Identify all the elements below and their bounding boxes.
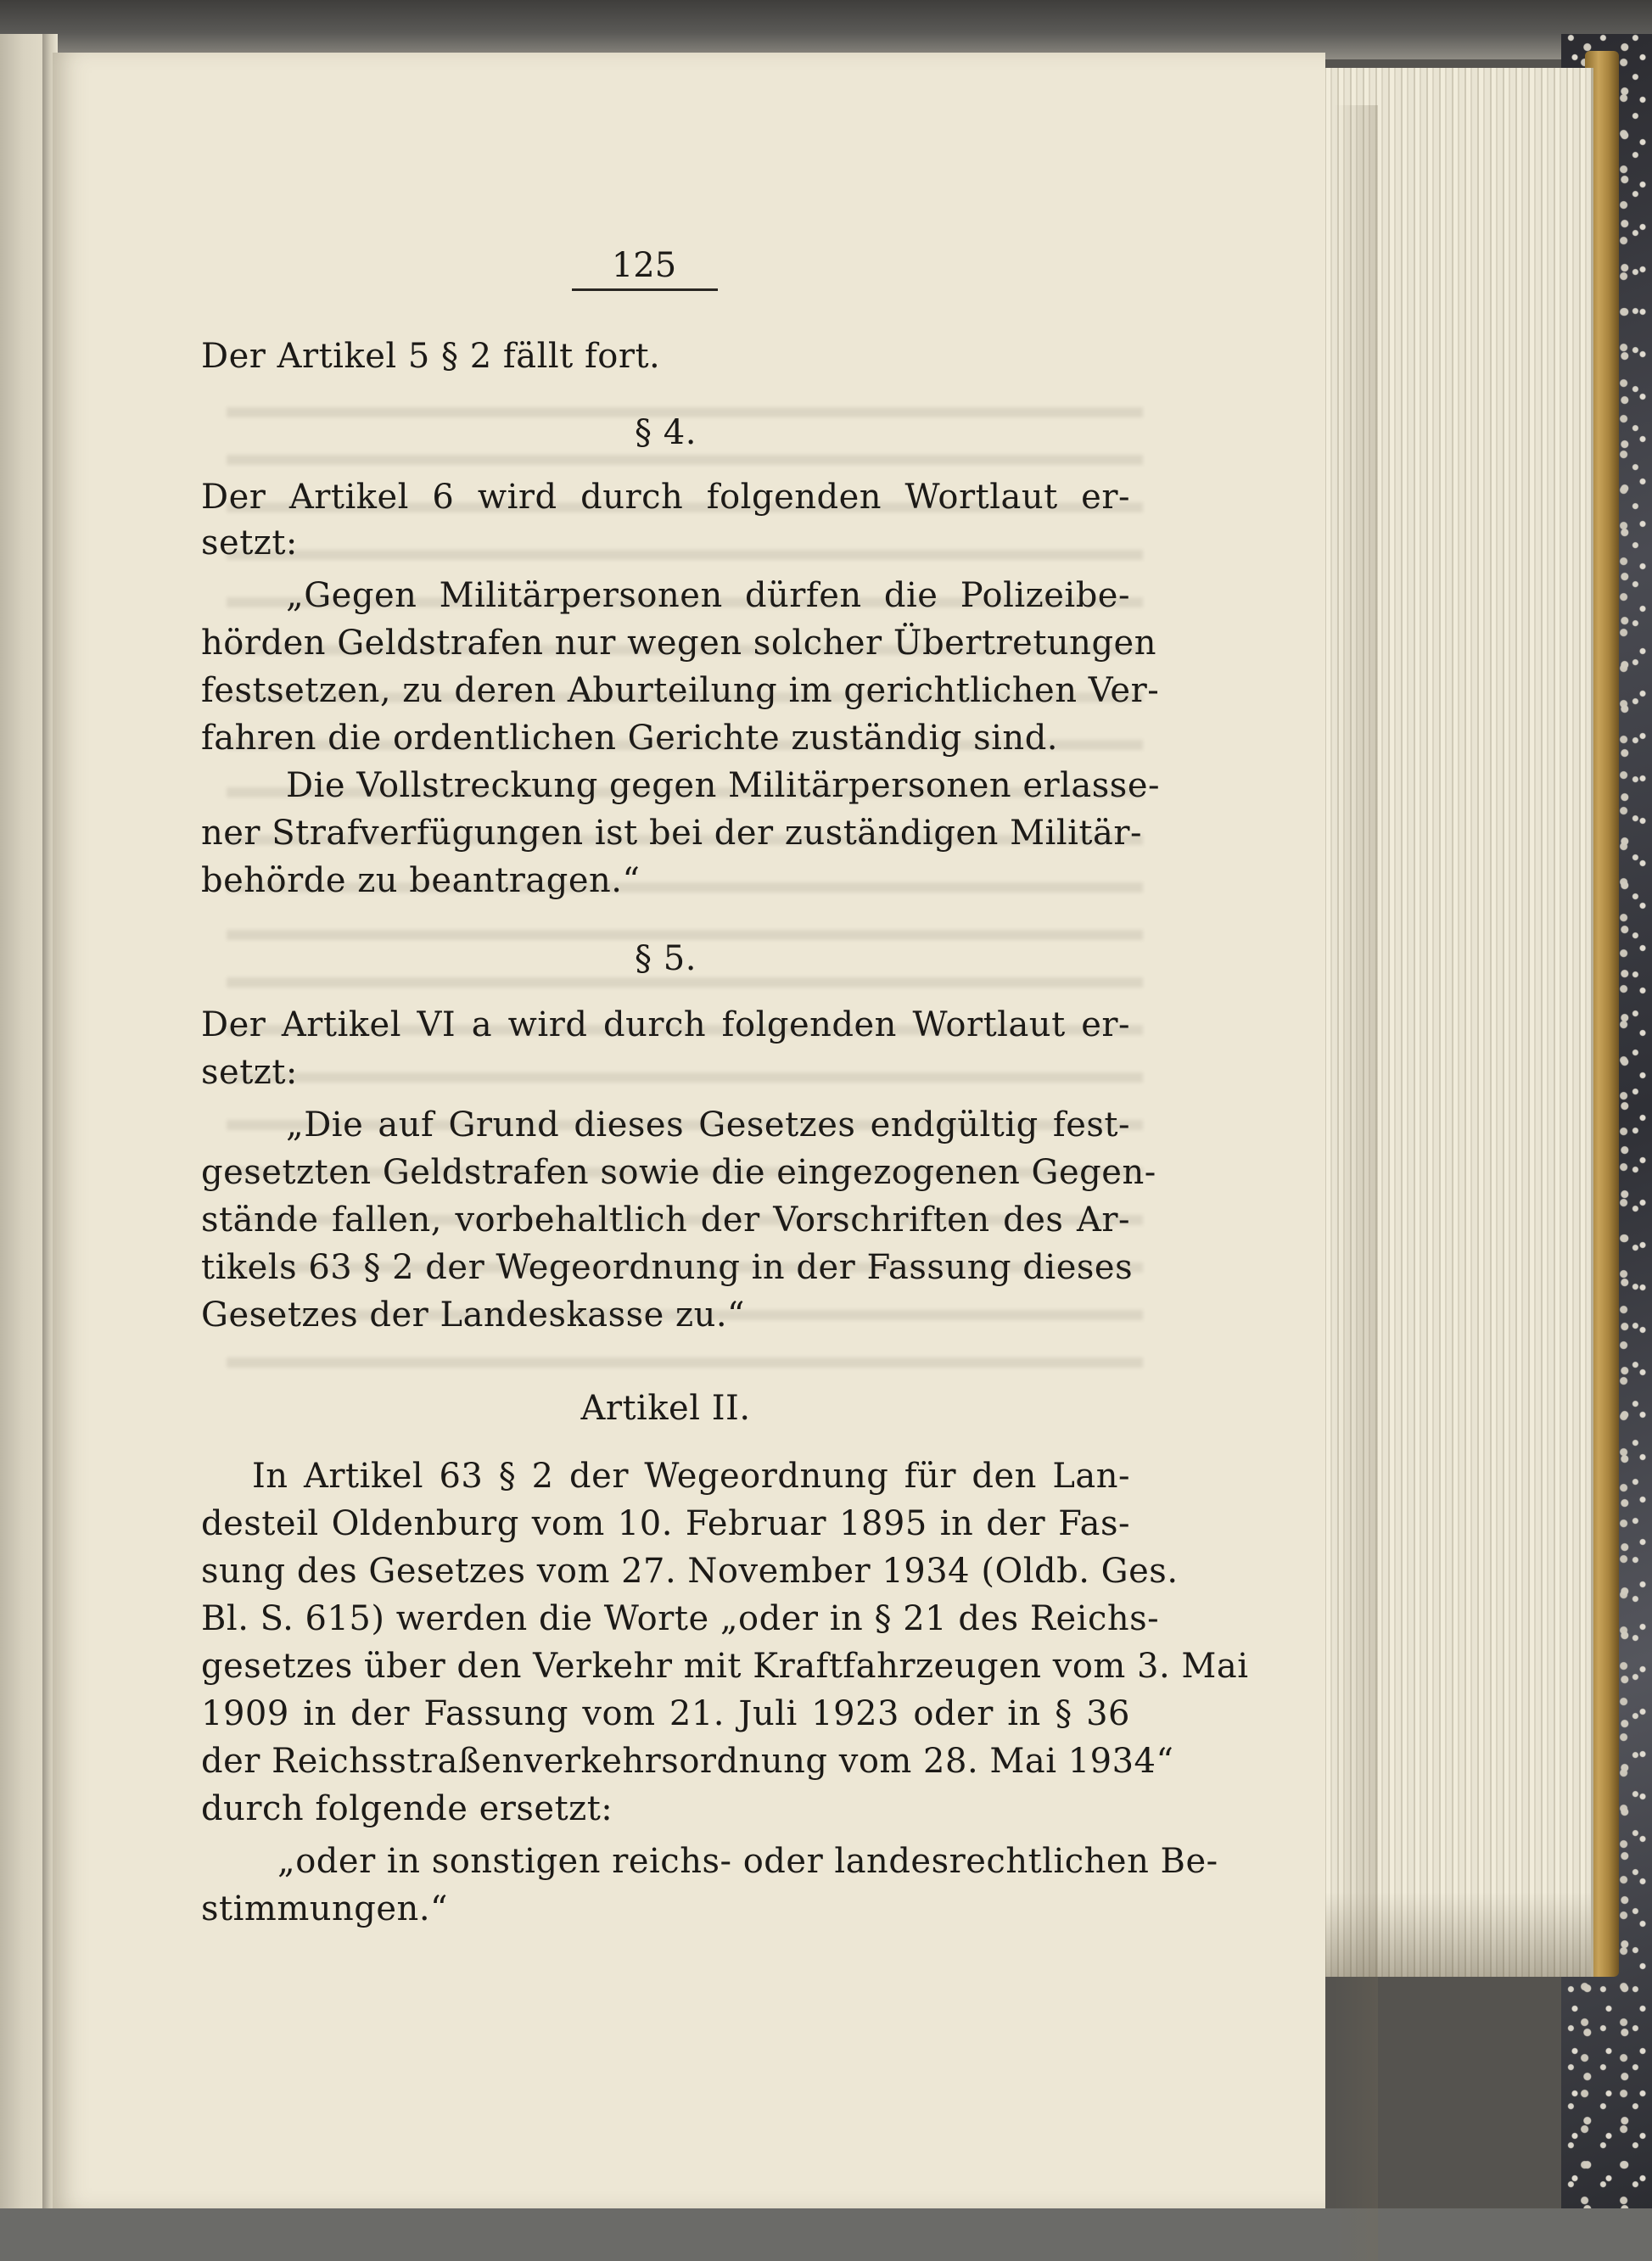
text-line: Bl. S. 615) werden die Worte „oder in § 21 des Reichs- [201, 1599, 1160, 1638]
text-line: Der Artikel 5 § 2 fällt fort. [201, 337, 661, 376]
text-line: Der Artikel VI a wird durch folgenden Wortlaut er- [201, 1005, 1130, 1044]
page-number: 125 [611, 246, 677, 285]
text-line: In Artikel 63 § 2 der Wegeordnung für den Lan- [252, 1457, 1130, 1496]
text-line: hörden Geldstrafen nur wegen solcher Übertretungen [201, 624, 1156, 663]
text-line: tikels 63 § 2 der Wegeordnung in der Fassung dieses [201, 1248, 1134, 1287]
text-line: stände fallen, vorbehaltlich der Vorschriften des Ar- [201, 1200, 1130, 1240]
text-line: durch folgende ersetzt: [201, 1789, 613, 1828]
text-line: fahren die ordentlichen Gerichte zuständig sind. [201, 719, 1059, 758]
book-top-edge [0, 0, 1652, 59]
text-line: Die Vollstreckung gegen Militärpersonen erlasse- [286, 766, 1161, 805]
text-line: sung des Gesetzes vom 27. November 1934 (Oldb. Ges. [201, 1552, 1179, 1591]
text-line: ner Strafverfügungen ist bei der zuständigen Militär- [201, 814, 1142, 853]
text-line: „Die auf Grund dieses Gesetzes endgültig fest- [286, 1105, 1130, 1144]
text-line: desteil Oldenburg vom 10. Februar 1895 in der Fas- [201, 1504, 1130, 1543]
page-edge-shadow [1334, 105, 1378, 2261]
text-line: behörde zu beantragen.“ [201, 861, 641, 900]
text-line: setzt: [201, 1053, 298, 1092]
text-line: gesetzes über den Verkehr mit Kraftfahrzeugen vom 3. Mai [201, 1647, 1249, 1686]
text-line: der Reichsstraßenverkehrsordnung vom 28. Mai 1934“ [201, 1742, 1174, 1781]
text-line: Der Artikel 6 wird durch folgenden Wortlaut er- [201, 478, 1130, 517]
text-line: „Gegen Militärpersonen dürfen die Polizeibe- [286, 576, 1130, 615]
text-line: 1909 in der Fassung vom 21. Juli 1923 oder in § 36 [201, 1694, 1130, 1733]
text-line: gesetzten Geldstrafen sowie die eingezogenen Gegen- [201, 1153, 1156, 1192]
text-line: festsetzen, zu deren Aburteilung im gerichtlichen Ver- [201, 671, 1160, 710]
text-line: stimmungen.“ [201, 1889, 448, 1928]
section-heading: § 5. [635, 939, 697, 978]
page-number-rule [572, 288, 718, 291]
section-heading: § 4. [635, 413, 697, 452]
text-line: „oder in sonstigen reichs- oder landesrechtlichen Be- [277, 1842, 1218, 1881]
text-line: setzt: [201, 523, 298, 562]
text-line: Gesetzes der Landeskasse zu.“ [201, 1296, 746, 1335]
article-heading: Artikel II. [580, 1389, 751, 1428]
book-page [53, 53, 1325, 2208]
